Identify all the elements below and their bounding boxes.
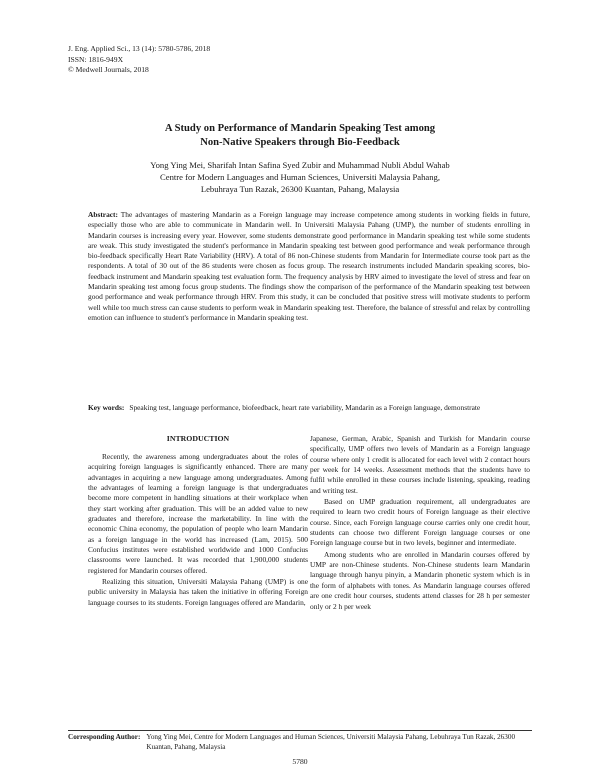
author-names: Yong Ying Mei, Sharifah Intan Safina Syed Zubir and Muhammad Nubli Abdul Wahab — [150, 160, 450, 170]
journal-issn: ISSN: 1816-949X — [68, 54, 124, 64]
abstract — [88, 210, 530, 323]
affiliation-line-2: Lebuhraya Tun Razak, 26300 Kuantan, Pahang, Malaysia — [200, 184, 400, 195]
paper-title — [70, 122, 530, 149]
paper-title-line-2: Non-Native Speakers through Bio-Feedback — [200, 136, 400, 148]
body-paragraph: Recently, the awareness among undergraduates about the roles of acquiring foreign languages is significantly enhanced. There are many advantages in acquiring a new language among undergraduates. Among the advantages of learning a foreign language is that undergraduates become more competent in handling situations at their workplace when they start working after graduation. This will be an added value to new graduates and therefore, increase the marketability. In line with the economic China economy, the population of people who learn Mandarin as a foreign language in the world has increased (Lam, 2015). 500 Confucius institutes were established worldwide and 1000 Confucius classrooms were launched. It was recorded that 1,900,000 students registered for Mandarin courses offered. — [88, 452, 308, 575]
footer-divider — [68, 730, 532, 731]
body-column-left — [88, 434, 308, 608]
paper-title-line-1: A Study on Performance of Mandarin Speaking Test among — [164, 123, 436, 134]
journal-copyright: © Medwell Journals, 2018 — [68, 65, 149, 75]
corresponding-author-text: Yong Ying Mei, Centre for Modern Languages and Human Sciences, Universiti Malaysia Pahang, Lebuhraya Tun Razak, 26300 Kuantan, Pahang, Malaysia — [146, 733, 516, 751]
body-paragraph: Among students who are enrolled in Mandarin courses offered by UMP are non-Chinese students. Non-Chinese students learn Mandarin language through hanyu pinyin, a Mandarin phonetic system which is in the form of alphabets with tones. As Mandarin language courses offered are one credit hour courses, students attend classes for 28 h per semester only or 2 h per week — [310, 549, 530, 611]
keywords-text: Speaking test, language performance, biofeedback, heart rate variability, Mandarin as a Foreign language, demonstrate — [129, 403, 481, 412]
body-paragraph: Realizing this situation, Universiti Malaysia Pahang (UMP) is one public university in Malaysia has taken the initiative in offering Foreign language courses to its students. Foreign languages offered are Mandarin, — [88, 577, 308, 607]
corresponding-author-label: Corresponding Author: — [68, 733, 141, 741]
affiliation-line-1: Centre for Modern Languages and Human Sciences, Universiti Malaysia Pahang, — [160, 172, 440, 183]
body-paragraph: Japanese, German, Arabic, Spanish and Turkish for Mandarin course specifically, UMP offers two levels of Mandarin as a Foreign language course where only 1 credit is allocated for each level with 2 contact hours per week for 14 weeks. Assessment methods that the students have to fulfil while enrolled in these courses include listening, speaking, reading and writing test. — [310, 434, 530, 495]
keywords — [88, 403, 530, 413]
corresponding-author — [68, 733, 532, 752]
abstract-text: The advantages of mastering Mandarin as a Foreign language may increase competence among students in working fields in future, especially those who are able to communicate in Mandarin well. In Universiti Malaysia Pahang (UMP), the number of students enrolling in Mandarin courses is increasing every year. However, some students demonstrate good performance in Mandarin speaking test while some students are weak. This study investigated the student's performance in Mandarin speaking test between good performance and weak performance through bio-feedback specifically Heart Rate Variability (HRV). A total of 86 non-Chinese students from Mandarin for Intermediate course took part as the respondents. A total of 30 out of the 86 students were chosen as focus group. The research instruments included Mandarin speaking scores, bio-feedback instrument and Mandarin speaking test evaluation form. The frequency analysis by HRV aimed to investigate the level of stress and fear on Mandarin speaking test among focus group students. The findings show the comparison of the performance of the Mandarin speaking test between good performance and weak performance through HRV. From this study, it can be concluded that positive stress will motivate students to perform well while too much stress can cause students to perform weak in Mandarin speaking test. Therefore, the balance of stressful and relax by controlling emotion can influence to student's performance in Mandarin speaking test. — [88, 210, 530, 322]
section-heading-introduction: INTRODUCTION — [166, 434, 230, 443]
journal-header — [68, 44, 210, 76]
journal-citation: J. Eng. Applied Sci., 13 (14): 5780-5786, 2018 — [68, 44, 211, 53]
author-block — [70, 159, 530, 196]
body-column-right — [310, 434, 530, 612]
abstract-label: Abstract: — [88, 210, 118, 219]
page-number: 5780 — [292, 757, 308, 766]
keywords-label: Key words: — [88, 403, 125, 412]
body-paragraph: Based on UMP graduation requirement, all undergraduates are required to learn two credit hours of Foreign language as their elective course. Since, each Foreign language course carries only one credit hour, students can choose two different Foreign language courses or one Foreign language course but in two levels, beginner and intermediate. — [310, 497, 530, 548]
